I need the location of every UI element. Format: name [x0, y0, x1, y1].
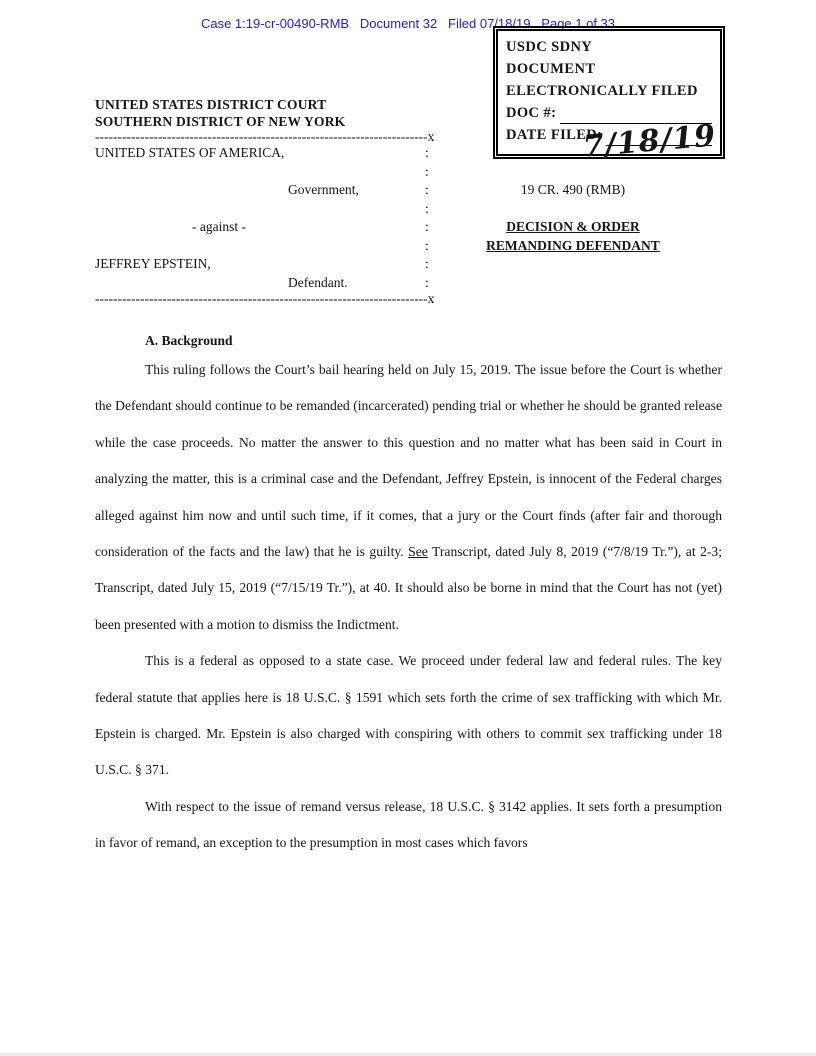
caption-defendant-name: JEFFREY EPSTEIN,: [95, 256, 211, 271]
stamp-document-line: DOCUMENT: [506, 61, 596, 77]
text-segment: This is a federal as opposed to a state case. We proceed under federal law and federal rules. The key federal statute that applies here is 18 U.S.C. § 1591 which sets forth the crime of sex trafficking with which Mr. Epstein is charged. Mr. Epstein is also charged with conspiring with others to commit sex trafficking under 18 U.S.C. § 371.: [95, 653, 722, 778]
stamp-court-line: USDC SDNY: [506, 39, 593, 55]
caption-right-spacer: [437, 255, 709, 274]
text-segment: Transcript, dated July 8, 2019 (“7/8/19 Tr.”), at 2-3; Transcript, dated July 15, 2019 (“7/15/19 Tr.”), at 40. It should also be borne in mind that the Court has not (yet) been presented with a motion to dismiss the Indictment.: [95, 544, 722, 632]
case-number: 19 CR. 490 (RMB): [520, 182, 626, 197]
caption-colon: :: [425, 182, 429, 197]
case-caption: [95, 144, 722, 292]
caption-right-spacer: [437, 144, 709, 163]
date-filed-label: DATE FILED:: [506, 127, 603, 143]
caption-right-spacer: [437, 163, 709, 182]
caption-row: [95, 274, 722, 293]
caption-plaintiff: UNITED STATES OF AMERICA,: [95, 145, 285, 160]
text-segment: With respect to the issue of remand versus release, 18 U.S.C. § 3142 applies. It sets forth a presumption in favor of remand, an exception to the presumption in most cases which favors: [95, 798, 722, 851]
body-paragraph-2: [95, 643, 722, 789]
caption-row: [95, 144, 722, 163]
opinion-body: [95, 352, 722, 862]
body-paragraph-1: [95, 352, 722, 643]
court-name-block: [95, 96, 722, 130]
caption-left-spacer: [95, 237, 425, 256]
caption-colon: :: [425, 237, 429, 253]
document-content: [95, 0, 722, 862]
caption-colon: :: [425, 200, 429, 216]
caption-colon: :: [425, 256, 429, 271]
court-name-line2: SOUTHERN DISTRICT OF NEW YORK: [95, 114, 346, 129]
pacer-case-header: Case 1:19-cr-00490-RMB Document 32 Filed 07/18/19 Page 1 of 33: [200, 16, 616, 31]
caption-colon: :: [425, 274, 429, 290]
date-filed-handwritten-value: 7/18/19: [581, 118, 718, 165]
caption-versus: - against -: [192, 219, 246, 234]
caption-divider-top: --------------------------------------------------------------------------x: [95, 130, 435, 144]
caption-divider-bottom: --------------------------------------------------------------------------x: [95, 292, 435, 306]
caption-row: [95, 237, 722, 256]
caption-row: [95, 255, 722, 274]
stamp-electronically-filed-line: ELECTRONICALLY FILED: [506, 83, 698, 99]
caption-defendant-role: Defendant.: [288, 274, 348, 290]
caption-left-spacer: [95, 200, 425, 219]
caption-plaintiff-role: Government,: [288, 182, 359, 197]
court-name-line1: UNITED STATES DISTRICT COURT: [95, 97, 327, 112]
order-title-line1: DECISION & ORDER: [506, 219, 640, 234]
caption-row: [95, 200, 722, 219]
caption-right-spacer: [437, 274, 709, 293]
caption-row: [95, 163, 722, 182]
caption-colon: :: [425, 163, 429, 179]
caption-left-spacer: [95, 163, 425, 182]
caption-right-spacer: [437, 200, 709, 219]
caption-colon: :: [425, 145, 429, 160]
section-heading-background: A. Background: [145, 333, 233, 348]
body-paragraph-3: [95, 789, 722, 862]
citation-signal: See: [408, 544, 428, 560]
caption-row: [95, 181, 722, 200]
text-segment: This ruling follows the Court’s bail hearing held on July 15, 2019. The issue before the Court is whether the Defendant should continue to be remanded (incarcerated) pending trial or whether he should be granted release while the case proceeds. No matter the answer to this question and no matter what has been said in Court in analyzing the matter, this is a criminal case and the Defendant, Jeffrey Epstein, is innocent of the Federal charges alleged against him now and until such time, if it comes, that a jury or the Court finds (after fair and thorough consideration of the facts and the law) that he is guilty.: [95, 362, 722, 560]
caption-row: [95, 218, 722, 237]
doc-number-label: DOC #:: [506, 105, 557, 121]
caption-colon: :: [425, 219, 429, 234]
order-title-line2: REMANDING DEFENDANT: [486, 237, 660, 253]
